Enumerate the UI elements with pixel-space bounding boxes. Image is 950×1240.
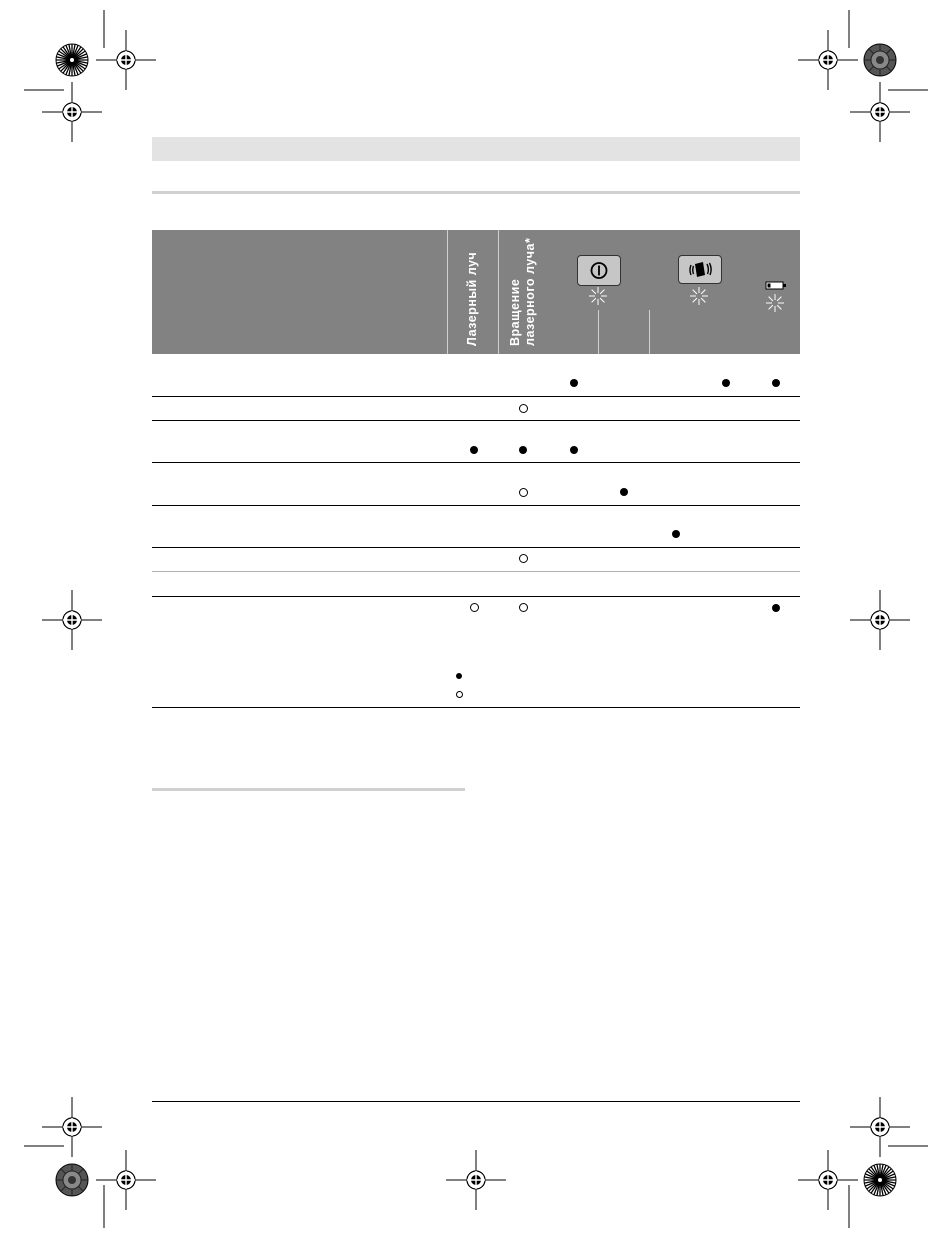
column-header-laser-beam: Лазерный луч bbox=[465, 251, 479, 346]
row-separator bbox=[152, 505, 800, 506]
status-on-mark bbox=[570, 379, 578, 387]
status-on-mark bbox=[519, 446, 527, 454]
footer-rule bbox=[152, 1101, 800, 1102]
status-on-mark bbox=[722, 379, 730, 387]
header-separator bbox=[498, 230, 499, 354]
row-separator bbox=[152, 707, 800, 708]
section-header-bar bbox=[152, 137, 800, 161]
status-on-mark bbox=[570, 446, 578, 454]
status-blink-mark bbox=[519, 488, 528, 497]
status-on-mark bbox=[620, 488, 628, 496]
status-on-mark bbox=[772, 604, 780, 612]
status-blink-mark bbox=[519, 554, 528, 563]
status-blink-mark bbox=[519, 404, 528, 413]
header-separator bbox=[447, 230, 448, 354]
row-separator bbox=[152, 571, 800, 572]
battery-icon bbox=[765, 281, 787, 291]
vibration-warning-icon bbox=[679, 256, 721, 283]
blinking-light-icon bbox=[765, 293, 785, 313]
row-separator bbox=[152, 547, 800, 548]
status-on-mark bbox=[772, 379, 780, 387]
column-header-rotation-line2: лазерного луча* bbox=[523, 237, 537, 346]
blinking-light-icon bbox=[689, 286, 709, 306]
row-separator bbox=[152, 596, 800, 597]
shock-warning-key bbox=[678, 255, 722, 284]
power-key bbox=[577, 255, 621, 286]
status-blink-mark bbox=[519, 603, 528, 612]
title-rule bbox=[152, 191, 800, 194]
legend-blink-mark bbox=[456, 691, 463, 698]
table-header bbox=[152, 230, 800, 354]
header-separator bbox=[649, 310, 650, 354]
legend-on-mark bbox=[456, 673, 462, 679]
header-separator bbox=[598, 310, 599, 354]
power-icon bbox=[578, 256, 620, 285]
column-header-rotation-line1: Вращение bbox=[508, 278, 522, 346]
section-rule bbox=[152, 788, 465, 791]
blinking-light-icon bbox=[588, 286, 608, 306]
row-separator bbox=[152, 420, 800, 421]
status-blink-mark bbox=[470, 603, 479, 612]
status-on-mark bbox=[470, 446, 478, 454]
row-separator bbox=[152, 462, 800, 463]
row-separator bbox=[152, 396, 800, 397]
status-on-mark bbox=[672, 530, 680, 538]
